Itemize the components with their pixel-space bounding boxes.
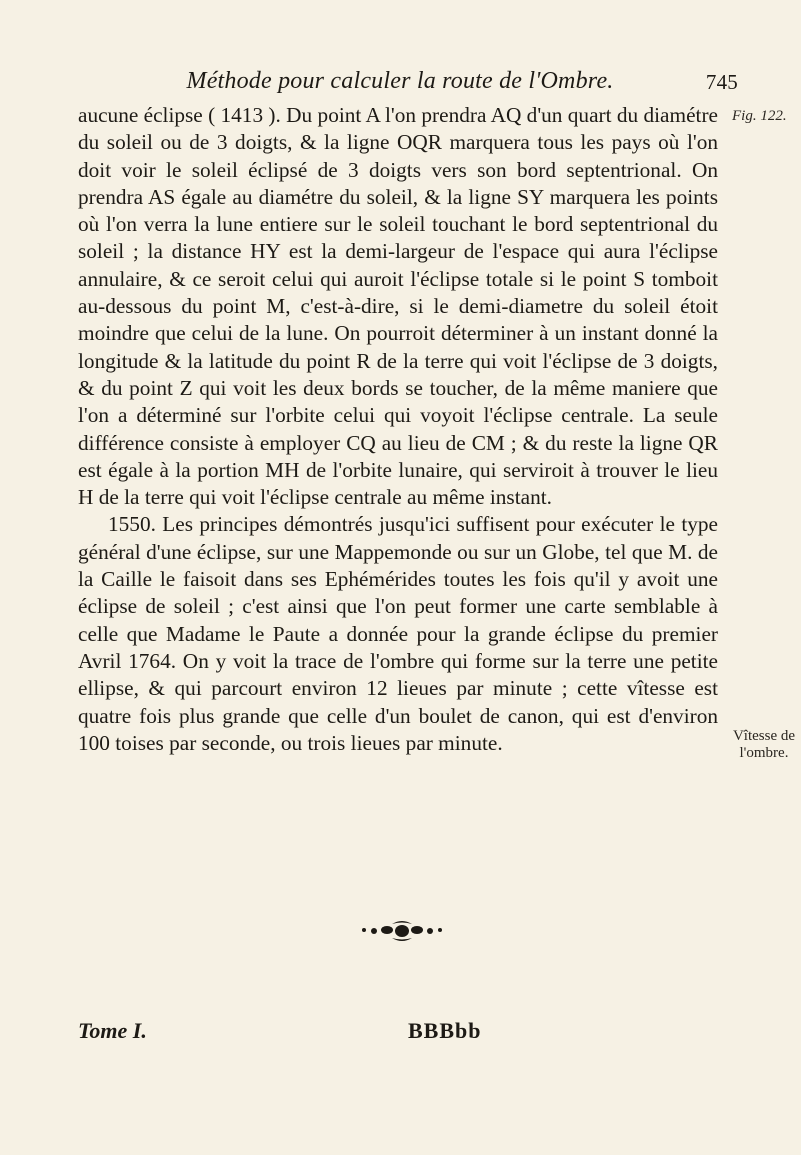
signature-mark: BBBbb: [408, 1018, 482, 1043]
paragraph-1: aucune éclipse ( 1413 ). Du point A l'on prendra AQ d'un quart du diamétre du soleil ou de 3 doigts, & la ligne OQR marquera tous les pays où l'on doit voir le soleil éclipsé de 3 doigts vers son bord septentrional. On prendra AS égale au diamétre du soleil, & la ligne SY marquera les points où l'on verra la lune entiere sur le soleil touchant le bord septentrional du soleil ; la distance HY est la demi-largeur de l'espace qui aura l'éclipse annulaire, & ce seroit celui qui auroit l'éclipse totale si le point S tomboit au-dessous du point M, c'est-à-dire, si le demi-diametre du soleil étoit moindre que celui de la lune. On pourroit déterminer à un instant donné la longitude & la latitude du point R de la terre qui voit l'éclipse de 3 doigts, & du point Z qui voit les deux bords se toucher, de la même maniere que l'on a déterminé sur l'orbite celui qui voyoit l'éclipse centrale. La seule différence consiste à employer CQ au lieu de CM ; & du reste la ligne QR est égale à la portion MH de l'orbite lunaire, qui serviroit à trouver le lieu H de la terre qui voit l'éclipse centrale au même instant.: [78, 103, 718, 510]
page-number: 745: [705, 70, 738, 94]
volume-label: Tome I.: [78, 1018, 147, 1043]
running-header: [90, 68, 738, 98]
body-text: [78, 102, 718, 757]
running-title: Méthode pour calculer la route de l'Ombre.: [186, 68, 614, 94]
margin-side-heading: Vîtesse de l'ombre.: [732, 728, 796, 761]
printers-ornament: [352, 918, 452, 944]
margin-figure-reference: Fig. 122.: [732, 108, 787, 124]
paragraph-2: 1550. Les principes démontrés jusqu'ici suffisent pour exécuter le type général d'une éclipse, sur une Mappemonde ou sur un Globe, tel que M. de la Caille le faisoit dans ses Ephémérides toutes les fois qu'il y avoit une éclipse de soleil ; c'est ainsi que l'on peut former une carte semblable à celle que Madame le Paute a donnée pour la grande éclipse du premier Avril 1764. On y voit la trace de l'ombre qui forme sur la terre une petite ellipse, & qui parcourt environ 12 lieues par minute ; cette vîtesse est quatre fois plus grande que celle d'un boulet de canon, qui est d'environ 100 toises par seconde, ou trois lieues par minute.: [78, 512, 718, 755]
